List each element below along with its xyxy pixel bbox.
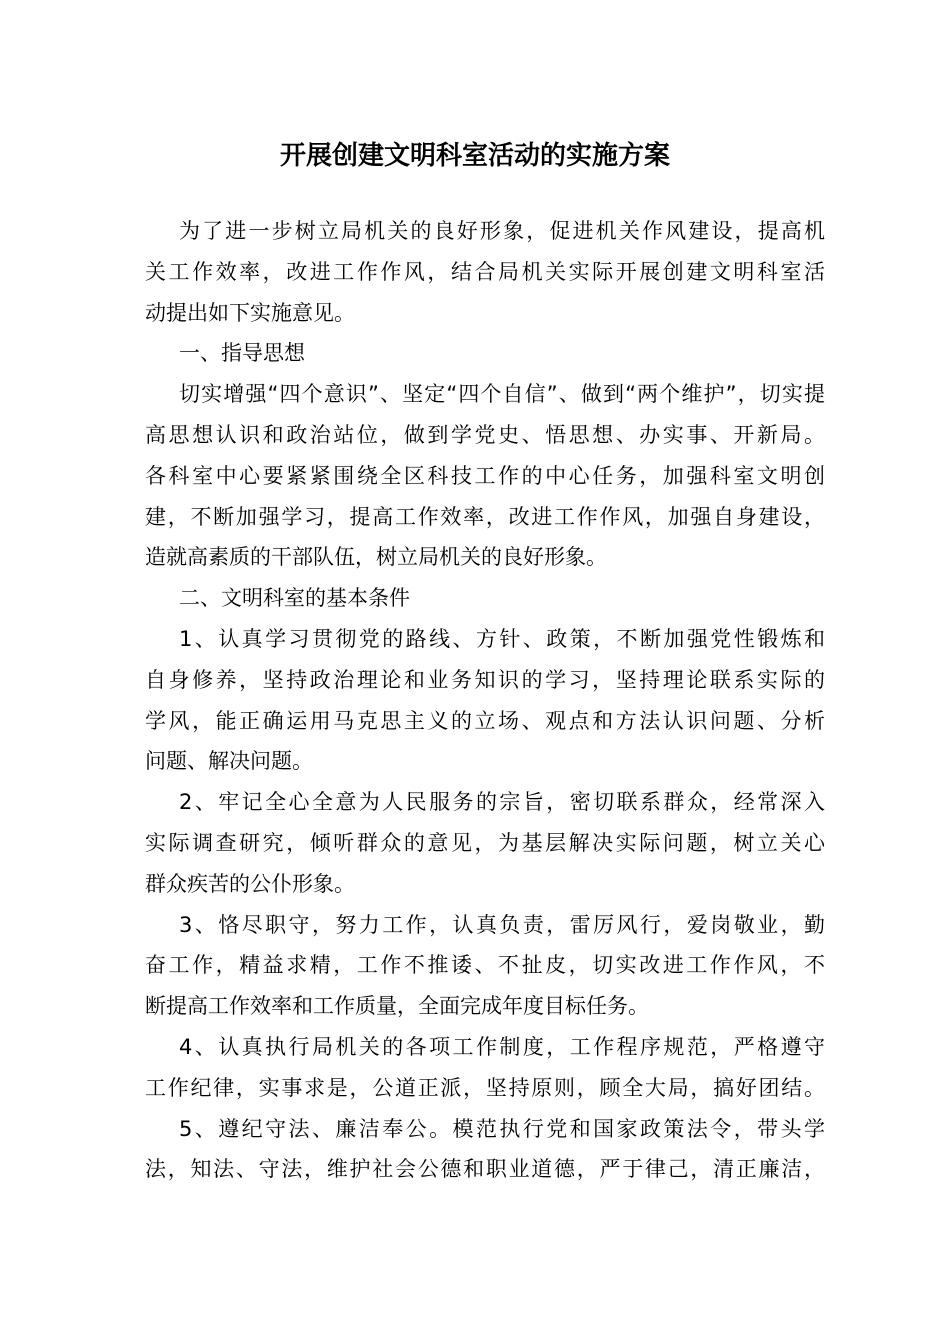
body-line: 法，知法、守法，维护社会公德和职业道德，严于律己，清正廉洁，: [145, 1157, 825, 1182]
body-line: 1、认真学习贯彻党的路线、方针、政策，不断加强党性锻炼和: [179, 626, 825, 651]
body-line: 4、认真执行局机关的各项工作制度，工作程序规范，严格遵守: [179, 1034, 825, 1059]
body-line: 3、恪尽职守，努力工作，认真负责，雷厉风行，爱岗敬业，勤: [179, 912, 825, 937]
body-line: 问题、解决问题。: [145, 749, 313, 774]
body-line: 5、遵纪守法、廉洁奉公。模范执行党和国家政策法令，带头学: [179, 1116, 825, 1141]
body-line: 群众疾苦的公仆形象。: [145, 871, 355, 896]
body-line: 断提高工作效率和工作质量，全面完成年度目标任务。: [145, 994, 649, 1019]
body-line: 二、文明科室的基本条件: [179, 586, 410, 611]
body-line: 奋工作，精益求精，工作不推诿、不扯皮，切实改进工作作风，不: [145, 953, 825, 978]
body-line: 关工作效率，改进工作作风，结合局机关实际开展创建文明科室活: [145, 259, 825, 284]
body-line: 自身修养，坚持政治理论和业务知识的学习，坚持理论联系实际的: [145, 667, 825, 692]
body-line: 实际调查研究，倾听群众的意见，为基层解决实际问题，树立关心: [145, 830, 825, 855]
body-line: 各科室中心要紧紧围绕全区科技工作的中心任务，加强科室文明创: [145, 463, 825, 488]
body-line: 2、牢记全心全意为人民服务的宗旨，密切联系群众，经常深入: [179, 790, 825, 815]
body-line: 学风，能正确运用马克思主义的立场、观点和方法认识问题、分析: [145, 708, 825, 733]
body-line: 为了进一步树立局机关的良好形象，促进机关作风建设，提高机: [179, 219, 825, 243]
body-line: 工作纪律，实事求是，公道正派，坚持原则，顾全大局，搞好团结。: [145, 1075, 825, 1100]
body-line: 造就高素质的干部队伍，树立局机关的良好形象。: [145, 545, 607, 570]
body-line: 高思想认识和政治站位，做到学党史、悟思想、办实事、开新局。: [145, 422, 825, 447]
document-body: [145, 211, 825, 1190]
body-line: 动提出如下实施意见。: [145, 300, 355, 325]
document-title: 开展创建文明科室活动的实施方案: [279, 141, 670, 171]
body-line: 切实增强“四个意识”、坚定“四个自信”、做到“两个维护”，切实提: [179, 382, 825, 407]
body-line: 建，不断加强学习，提高工作效率，改进工作作风，加强自身建设，: [145, 504, 825, 529]
body-line: 一、指导思想: [179, 341, 305, 366]
